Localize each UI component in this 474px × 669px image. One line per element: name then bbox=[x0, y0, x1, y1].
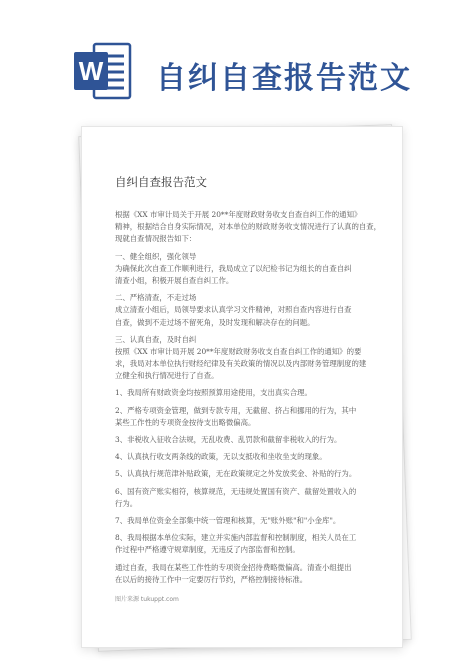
body-line: 三、认真自查，及时自纠 bbox=[115, 334, 197, 344]
word-logo-icon bbox=[72, 40, 132, 102]
body-line: 1、我局所有财政资金均按照预算用途使用，支出真实合理。 bbox=[115, 388, 312, 398]
document-preview bbox=[0, 108, 474, 669]
body-line: 某些工作性的专项资金按待支出略微偏高。 bbox=[115, 417, 256, 427]
body-line: 在以后的接待工作中一定要厉行节约，严格控制接待标准。 bbox=[115, 574, 308, 584]
body-line: 为确保此次自查工作顺利进行，我局成立了以纪检书记为组长的自查自纠 bbox=[115, 263, 352, 273]
body-line: 一、健全组织，强化领导 bbox=[115, 251, 197, 261]
body-line: 立健全和执行情况进行了自查。 bbox=[115, 371, 219, 381]
body-line: 二、严格清查，不走过场 bbox=[115, 293, 197, 303]
source-caption: 图片来源 tukuppt.com bbox=[115, 596, 179, 603]
body-line: 8、我局根据本单位实际，建立并实施内部监督和控制制度，相关人员在工 bbox=[115, 533, 357, 543]
body-line: 成立清查小组后，局领导要求认真学习文件精神，对照自查内容进行自查 bbox=[115, 305, 352, 315]
logo-letter: W bbox=[78, 56, 104, 86]
body-line: 3、非税收入征收合法规，无乱收费、乱罚款和截留非税收入的行为。 bbox=[115, 435, 342, 444]
body-line: 自查，做到不走过场不留死角，及时发现和解决存在的问题。 bbox=[115, 317, 315, 327]
banner-title: 自纠自查报告范文 bbox=[156, 61, 412, 96]
body-line: 7、我局单位资金全部集中统一管理和核算，无"账外账"和"小金库"。 bbox=[115, 515, 341, 525]
body-line: 5、认真执行规范津补贴政策，无在政策规定之外发放奖金、补贴的行为。 bbox=[115, 469, 357, 479]
body-line: 按照《XX 市审计局开展 20**年度财政财务收支自查自纠工作的通知》的要 bbox=[115, 346, 362, 356]
body-line: 通过自查，我局在某些工作性的专项资金招待费略微偏高。清查小组提出 bbox=[115, 562, 352, 572]
body-line: 行为。 bbox=[115, 498, 138, 508]
document-title: 自纠自查报告范文 bbox=[115, 175, 207, 189]
body-line: 2、严格专项资金管理，做到专款专用，无截留、挤占和挪用的行为，其中 bbox=[115, 405, 357, 415]
body-line: 4、认真执行收支两条线的政策，无以支抵收和坐收坐支的现象。 bbox=[115, 452, 327, 462]
body-line: 清查小组，积极开展自查自纠工作。 bbox=[115, 275, 234, 285]
body-line: 6、国有资产账实相符，核算规范，无违规处置国有资产、截留处置收入的 bbox=[115, 486, 357, 496]
document-page bbox=[81, 126, 403, 648]
body-line: 根据《XX 市审计局关于开展 20**年度财政财务收支自查自纠工作的通知》 bbox=[115, 210, 362, 219]
body-line: 现就自查情况报告如下： bbox=[115, 234, 197, 244]
body-line: 作过程中严格遵守规章制度，无违反了内部监督和控制。 bbox=[115, 545, 300, 555]
document-body bbox=[115, 209, 382, 586]
body-line: 精神，根据结合自身实际情况，对本单位的财政财务收支情况进行了认真的自查， bbox=[115, 222, 382, 232]
banner-header bbox=[0, 0, 474, 112]
body-line: 求，我局对本单位执行财经纪律及有关政策的情况以及内部财务管理制度的建 bbox=[115, 359, 367, 369]
